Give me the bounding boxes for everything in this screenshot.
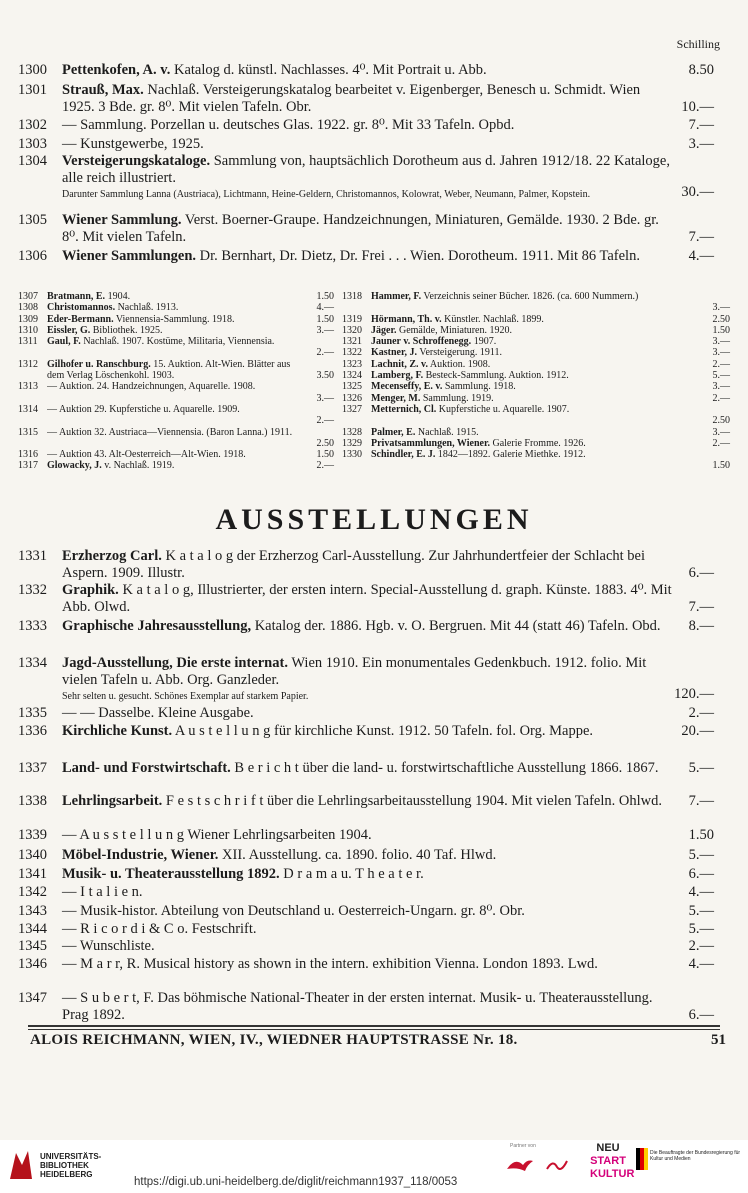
list-item — [342, 325, 730, 336]
item-price: 2.— — [316, 460, 334, 472]
entry-text-block — [62, 248, 674, 265]
entry-description: Dr. Bernhart, Dr. Dietz, Dr. Frei . . . Wien. Dorotheum. 1911. Mit 86 Tafeln. — [196, 248, 640, 264]
item-text — [47, 381, 304, 392]
entry-text-block — [62, 618, 674, 635]
neustart-kultur-logo[interactable]: NEU START KULTUR — [590, 1142, 635, 1180]
section-heading: AUSSTELLUNGEN — [215, 503, 533, 536]
catalog-entry — [18, 938, 714, 955]
entry-number: 1333 — [18, 618, 47, 634]
list-item — [342, 449, 730, 472]
university-lion-icon — [6, 1145, 36, 1185]
entry-description: — Kunstgewerbe, 1925. — [62, 136, 204, 152]
item-text — [47, 460, 304, 471]
entry-title: Graphische Jahresausstellung, — [62, 618, 252, 634]
entry-description: — Wunschliste. — [62, 938, 155, 954]
entry-price: 1.50 — [688, 827, 714, 843]
item-price: 2.— — [712, 437, 730, 449]
entry-price: 2.— — [688, 938, 714, 954]
item-text — [371, 325, 700, 336]
entry-price: 7.— — [688, 599, 714, 615]
entry-text-block — [62, 921, 674, 938]
item-description: — Auktion 43. Alt-Oesterreich—Alt-Wien. 1918. — [47, 449, 246, 461]
item-number: 1323 — [342, 358, 362, 370]
item-price: 5.— — [712, 370, 730, 382]
item-number: 1328 — [342, 426, 362, 438]
item-price: 3.— — [316, 324, 334, 336]
entry-text-block — [62, 760, 674, 777]
entry-description: — — Dasselbe. Kleine Ausgabe. — [62, 705, 254, 721]
entry-number: 1335 — [18, 705, 47, 721]
entry-price: 5.— — [688, 847, 714, 863]
entry-number: 1337 — [18, 760, 47, 776]
catalog-entry — [18, 117, 714, 134]
item-description: 1907. — [471, 336, 497, 348]
item-title: Eder-Bermann. — [47, 313, 114, 325]
entry-title: Erzherzog Carl. — [62, 548, 162, 564]
list-item — [342, 438, 730, 449]
entry-price: 5.— — [688, 903, 714, 919]
list-item — [342, 381, 730, 392]
entry-price: 7.— — [688, 793, 714, 809]
entry-title: Wiener Sammlung. — [62, 212, 182, 228]
right-column — [342, 291, 730, 472]
item-description: Kupferstiche u. Aquarelle. 1907. — [436, 403, 570, 415]
item-price: 1.50 — [316, 313, 334, 325]
item-description: Sammlung. 1918. — [442, 381, 516, 393]
entry-description: Verst. Boerner-Graupe. Handzeichnungen, Miniaturen, Gemälde. 1930. 2 Bde. gr. 8⁰. Mit vielen Tafeln. — [62, 212, 659, 245]
list-item — [342, 359, 730, 370]
federal-commissioner-label: Die Beauftragte der Bundesregierung für Kultur und Medien — [650, 1150, 741, 1162]
item-price: 3.— — [712, 302, 730, 314]
entry-number: 1302 — [18, 117, 47, 133]
entry-text-block — [62, 136, 674, 153]
item-number: 1318 — [342, 291, 362, 302]
item-price: 3.— — [316, 392, 334, 404]
entry-price: 20.— — [681, 723, 714, 739]
entry-text-block — [62, 990, 674, 1024]
catalog-entry — [18, 847, 714, 864]
entry-price: 7.— — [688, 117, 714, 133]
list-item — [18, 336, 334, 359]
item-text — [47, 449, 304, 460]
entry-text-block — [62, 866, 674, 883]
item-title: Metternich, Cl. — [371, 403, 437, 415]
entry-text-block — [62, 655, 674, 703]
item-description: Nachlaß. 1907. Kostüme, Militaria, Viennensia. — [80, 336, 275, 348]
entry-number: 1344 — [18, 921, 47, 937]
list-item — [342, 393, 730, 404]
list-item — [342, 370, 730, 381]
publisher-footer: ALOIS REICHMANN, WIEN, IV., WIEDNER HAUPTSTRASSE Nr. 18. — [30, 1032, 518, 1048]
entry-description: — Musik-histor. Abteilung von Deutschland u. Oesterreich-Ungarn. gr. 8⁰. Obr. — [62, 903, 525, 919]
entry-text-block — [62, 548, 674, 582]
catalog-entry — [18, 866, 714, 883]
entry-description: K a t a l o g, Illustrierter, der ersten intern. Special-Ausstellung d. graph. Künste. 1883. 4⁰. Mit Abb. Olwd. — [62, 582, 672, 615]
catalog-entry — [18, 990, 714, 1024]
item-price: 2.— — [712, 358, 730, 370]
item-number: 1329 — [342, 437, 362, 449]
list-item — [342, 404, 730, 427]
entry-title: Pettenkofen, A. v. — [62, 62, 171, 78]
entry-text-block — [62, 117, 674, 134]
entry-description: B e r i c h t über die land- u. forstwirtschaftliche Ausstellung 1866. 1867. — [230, 760, 659, 776]
entry-title: Möbel-Industrie, Wiener. — [62, 847, 219, 863]
entry-number: 1334 — [18, 655, 47, 671]
item-title: Hörmann, Th. v. — [371, 313, 442, 325]
entry-price: 3.— — [688, 136, 714, 152]
entry-price: 4.— — [688, 884, 714, 900]
catalog-entry — [18, 153, 714, 201]
catalog-entry — [18, 136, 714, 153]
list-item — [18, 427, 334, 450]
catalog-entry — [18, 548, 714, 582]
entry-text-block — [62, 884, 674, 901]
entry-description: — S u b e r t, F. Das böhmische National-Theater in der ersten internat. Musik- u. Theaterausstellung. Prag 1892. — [62, 990, 653, 1023]
item-price: 3.— — [712, 336, 730, 348]
item-number: 1313 — [18, 381, 38, 393]
item-title: Gilhofer u. Ranschburg. — [47, 358, 151, 370]
catalog-entry — [18, 582, 714, 616]
list-item — [18, 325, 334, 336]
entry-number: 1338 — [18, 793, 47, 809]
list-item — [18, 460, 334, 471]
entry-description: Katalog der. 1886. Hgb. v. O. Bergruen. Mit 44 (statt 46) Tafeln. Obd. — [251, 618, 661, 634]
item-description: Versteigerung. 1911. — [417, 347, 503, 359]
item-number: 1320 — [342, 324, 362, 336]
entry-number: 1346 — [18, 956, 47, 972]
entry-text-block — [62, 723, 674, 740]
federal-eagle-icon — [636, 1148, 648, 1170]
entry-description: A u s t e l l u n g für kirchliche Kunst. 1912. 50 Tafeln. fol. Org. Mappe. — [172, 723, 594, 739]
entry-number: 1305 — [18, 212, 47, 228]
item-price: 3.50 — [316, 370, 334, 382]
entry-title: Lehrlingsarbeit. — [62, 793, 163, 809]
item-number: 1327 — [342, 403, 362, 415]
item-text — [47, 359, 304, 382]
entry-text-block — [62, 705, 674, 722]
footer-rule — [28, 1025, 720, 1027]
partner-script-icon[interactable] — [545, 1155, 571, 1175]
item-text — [371, 449, 700, 460]
entry-number: 1336 — [18, 723, 47, 739]
item-description: Künstler. Nachlaß. 1899. — [441, 313, 544, 325]
entry-text-block — [62, 847, 674, 864]
item-description: Galerie Fromme. 1926. — [489, 437, 586, 449]
entry-price: 6.— — [688, 565, 714, 581]
item-title: Jäger. — [371, 324, 397, 336]
entry-description: — A u s s t e l l u n g Wiener Lehrlingsarbeiten 1904. — [62, 827, 372, 843]
page-number: 51 — [711, 1032, 726, 1048]
item-price: 4.— — [316, 302, 334, 314]
entry-description: — R i c o r d i & C o. Festschrift. — [62, 921, 257, 937]
entry-text-block — [62, 938, 674, 955]
catalog-entry — [18, 921, 714, 938]
item-description: Verzeichnis seiner Bücher. 1826. (ca. 600 Nummern.) — [421, 291, 639, 302]
entry-price: 8.— — [688, 618, 714, 634]
item-number: 1310 — [18, 324, 38, 336]
catalog-entry — [18, 760, 714, 777]
entry-note: Sehr selten u. gesucht. Schönes Exemplar auf starkem Papier. — [62, 691, 309, 702]
item-text — [371, 359, 700, 370]
entry-number: 1342 — [18, 884, 47, 900]
permalink-url[interactable]: https://digi.ub.uni-heidelberg.de/diglit/reichmann1937_118/0053 — [134, 1176, 458, 1188]
catalog-entry — [18, 212, 714, 246]
entry-number: 1304 — [18, 153, 47, 169]
item-description: Besteck-Sammlung. Auktion. 1912. — [423, 370, 569, 382]
item-text — [371, 393, 700, 404]
entry-price: 10.— — [681, 99, 714, 115]
entry-number: 1340 — [18, 847, 47, 863]
entry-number: 1339 — [18, 827, 47, 843]
catalog-entry — [18, 884, 714, 901]
item-description: Nachlaß. 1913. — [115, 302, 179, 314]
entry-note: Darunter Sammlung Lanna (Austriaca), Lichtmann, Heine-Geldern, Christomannos, Kolowrat, Weber, Neumann, Palmer, Kopstein. — [62, 189, 591, 200]
entry-title: Jagd-Ausstellung, Die erste internat. — [62, 655, 288, 671]
item-price: 3.— — [712, 426, 730, 438]
item-text — [371, 347, 700, 358]
item-number: 1308 — [18, 302, 38, 314]
item-number: 1314 — [18, 403, 38, 415]
partner-bird-icon[interactable] — [505, 1155, 535, 1175]
entry-title: Kirchliche Kunst. — [62, 723, 173, 739]
item-price: 2.— — [712, 392, 730, 404]
item-price: 2.— — [316, 347, 334, 359]
item-text — [47, 314, 304, 325]
entry-number: 1306 — [18, 248, 47, 264]
item-number: 1325 — [342, 381, 362, 393]
item-text — [371, 336, 700, 347]
entry-number: 1300 — [18, 62, 47, 78]
item-title: Menger, M. — [371, 392, 421, 404]
item-price: 2.50 — [712, 415, 730, 427]
item-text — [371, 427, 700, 438]
item-price: 1.50 — [316, 449, 334, 461]
entry-title: Wiener Sammlungen. — [62, 248, 197, 264]
running-header: Schilling — [676, 37, 720, 51]
item-description: — Auktion 32. Austriaca—Viennensia. (Baron Lanna.) 1911. — [47, 426, 293, 438]
entry-number: 1331 — [18, 548, 47, 564]
item-price: 2.50 — [712, 313, 730, 325]
list-item — [18, 302, 334, 313]
item-text — [47, 404, 304, 415]
catalog-entry — [18, 655, 714, 703]
item-description: 15. Auktion. Alt-Wien. Blätter aus dem Verlag Löschenkohl. 1903. — [47, 358, 291, 382]
entry-title: Versteigerungskataloge. — [62, 153, 211, 169]
item-price: 3.— — [712, 381, 730, 393]
item-title: Christomannos. — [47, 302, 116, 314]
item-number: 1326 — [342, 392, 362, 404]
catalog-entry — [18, 62, 714, 79]
entry-description: XII. Ausstellung. ca. 1890. folio. 40 Taf. Hlwd. — [218, 847, 497, 863]
item-text — [371, 370, 700, 381]
item-price: 1.50 — [712, 460, 730, 472]
list-item — [18, 404, 334, 427]
item-price: 2.50 — [316, 437, 334, 449]
list-item — [342, 347, 730, 358]
entry-price: 6.— — [688, 866, 714, 882]
catalog-entry — [18, 248, 714, 265]
item-price: 1.50 — [316, 291, 334, 302]
item-text — [47, 427, 304, 438]
entry-price: 6.— — [688, 1007, 714, 1023]
item-text — [47, 325, 304, 336]
entry-description: — Sammlung. Porzellan u. deutsches Glas. 1922. gr. 8⁰. Mit 33 Tafeln. Opbd. — [62, 117, 515, 133]
item-description: 1904. — [105, 291, 131, 302]
entry-text-block — [62, 582, 674, 616]
entry-description: — M a r r, R. Musical history as shown in the intern. exhibition Vienna. London 1893. Lwd. — [62, 956, 598, 972]
list-item — [342, 291, 730, 314]
item-text — [371, 291, 700, 302]
entry-text-block — [62, 62, 674, 79]
item-price: 2.— — [316, 415, 334, 427]
item-title: Gaul, F. — [47, 336, 81, 348]
item-price: 3.— — [712, 347, 730, 359]
university-logo-text[interactable]: UNIVERSITÄTS- BIBLIOTHEK HEIDELBERG — [40, 1152, 102, 1179]
item-title: Lamberg, F. — [371, 370, 424, 382]
entry-text-block — [62, 903, 674, 920]
list-item — [18, 381, 334, 404]
entry-text-block — [62, 793, 674, 810]
item-title: Privatsammlungen, Wiener. — [371, 437, 490, 449]
item-text — [371, 404, 700, 415]
list-item — [342, 427, 730, 438]
item-title: Jauner v. Schroffenegg. — [371, 336, 472, 348]
item-description: Gemälde, Miniaturen. 1920. — [396, 324, 512, 336]
entry-price: 5.— — [688, 760, 714, 776]
entry-text-block — [62, 956, 674, 973]
entry-description: Katalog d. künstl. Nachlasses. 4⁰. Mit Portrait u. Abb. — [170, 62, 487, 78]
item-text — [371, 381, 700, 392]
item-number: 1316 — [18, 449, 38, 461]
entry-description: D r a m a u. T h e a t e r. — [279, 866, 424, 882]
partner-label: Partner von — [510, 1143, 536, 1149]
entry-number: 1332 — [18, 582, 47, 598]
item-title: Mecenseffy, E. v. — [371, 381, 443, 393]
list-item — [18, 359, 334, 382]
entry-price: 4.— — [688, 248, 714, 264]
entry-number: 1341 — [18, 866, 47, 882]
item-title: Lachnit, Z. v. — [371, 358, 428, 370]
entry-price: 30.— — [681, 184, 714, 200]
entry-number: 1347 — [18, 990, 47, 1006]
item-number: 1307 — [18, 291, 38, 302]
item-number: 1319 — [342, 313, 362, 325]
list-item — [342, 336, 730, 347]
item-description: — Auktion 29. Kupferstiche u. Aquarelle. 1909. — [47, 403, 240, 415]
catalog-entry — [18, 705, 714, 722]
item-number: 1312 — [18, 358, 38, 370]
list-item — [18, 291, 334, 302]
entry-text-block — [62, 212, 674, 246]
item-description: Nachlaß. 1915. — [415, 426, 479, 438]
item-title: Glowacky, J. — [47, 460, 102, 472]
item-title: Hammer, F. — [371, 291, 422, 302]
catalog-entry — [18, 827, 714, 844]
entry-title: Graphik. — [62, 582, 119, 598]
item-description: Viennensia-Sammlung. 1918. — [113, 313, 235, 325]
catalog-entry — [18, 618, 714, 635]
item-text — [371, 438, 700, 449]
item-number: 1330 — [342, 449, 362, 461]
item-description: Sammlung. 1919. — [420, 392, 494, 404]
entry-title: Strauß, Max. — [62, 82, 144, 98]
entry-text-block — [62, 827, 674, 844]
entry-number: 1345 — [18, 938, 47, 954]
item-title: Bratmann, E. — [47, 291, 106, 302]
entry-price: 8.50 — [688, 62, 714, 78]
item-number: 1311 — [18, 336, 38, 348]
entry-description: — I t a l i e n. — [62, 884, 143, 900]
entry-number: 1343 — [18, 903, 47, 919]
catalog-entry — [18, 82, 714, 116]
list-item — [18, 449, 334, 460]
catalog-entry — [18, 723, 714, 740]
list-item — [342, 314, 730, 325]
item-description: Auktion. 1908. — [427, 358, 491, 370]
left-column — [18, 291, 334, 472]
item-title: Kastner, J. — [371, 347, 418, 359]
entry-description: Sammlung von, hauptsächlich Dorotheum aus d. Jahren 1912/18. 22 Kataloge, alle reich illustriert. — [62, 153, 670, 186]
item-number: 1322 — [342, 347, 362, 359]
entry-description: F e s t s c h r i f t über die Lehrlingsarbeitausstellung 1904. Mit vielen Tafeln. Ohlwd. — [162, 793, 662, 809]
entry-price: 7.— — [688, 229, 714, 245]
entry-price: 2.— — [688, 705, 714, 721]
item-number: 1317 — [18, 460, 38, 472]
item-number: 1321 — [342, 336, 362, 348]
item-description: v. Nachlaß. 1919. — [101, 460, 175, 472]
entry-price: 4.— — [688, 956, 714, 972]
entry-text-block — [62, 153, 674, 201]
entry-title: Land- und Forstwirtschaft. — [62, 760, 231, 776]
item-title: Schindler, E. J. — [371, 449, 436, 461]
item-text — [47, 302, 304, 313]
item-text — [47, 336, 304, 347]
entry-description: Wien 1910. Ein monumentales Gedenkbuch. 1912. folio. Mit vielen Tafeln u. Abb. Org. Ganzleder. — [62, 655, 647, 688]
item-title: Palmer, E. — [371, 426, 416, 438]
entry-price: 120.— — [674, 686, 714, 702]
entry-text-block — [62, 82, 674, 116]
item-description: 1842—1892. Galerie Miethke. 1912. — [435, 449, 586, 461]
item-number: 1309 — [18, 313, 38, 325]
item-number: 1315 — [18, 426, 38, 438]
entry-number: 1303 — [18, 136, 47, 152]
catalog-entry — [18, 956, 714, 973]
list-item — [18, 314, 334, 325]
entry-number: 1301 — [18, 82, 47, 98]
item-description: — Auktion. 24. Handzeichnungen, Aquarelle. 1908. — [47, 381, 256, 393]
item-text — [371, 314, 700, 325]
footer-rule-thin — [28, 1029, 720, 1030]
item-description: Bibliothek. 1925. — [90, 324, 163, 336]
entry-description: Nachlaß. Versteigerungskatalog bearbeitet v. Eigenberger, Benesch u. Schmidt. Wien 1925. 3 Bde. gr. 8⁰. Mit vielen Tafeln. Obr. — [62, 82, 641, 115]
entry-title: Musik- u. Theaterausstellung 1892. — [62, 866, 280, 882]
catalog-entry — [18, 903, 714, 920]
entry-price: 5.— — [688, 921, 714, 937]
entry-description: K a t a l o g der Erzherzog Carl-Ausstellung. Zur Jahrhundertfeier der Schlacht bei Aspern. 1909. Illustr. — [62, 548, 646, 581]
item-price: 1.50 — [712, 324, 730, 336]
catalog-entry — [18, 793, 714, 810]
item-title: Eissler, G. — [47, 324, 91, 336]
item-number: 1324 — [342, 370, 362, 382]
item-text — [47, 291, 304, 302]
